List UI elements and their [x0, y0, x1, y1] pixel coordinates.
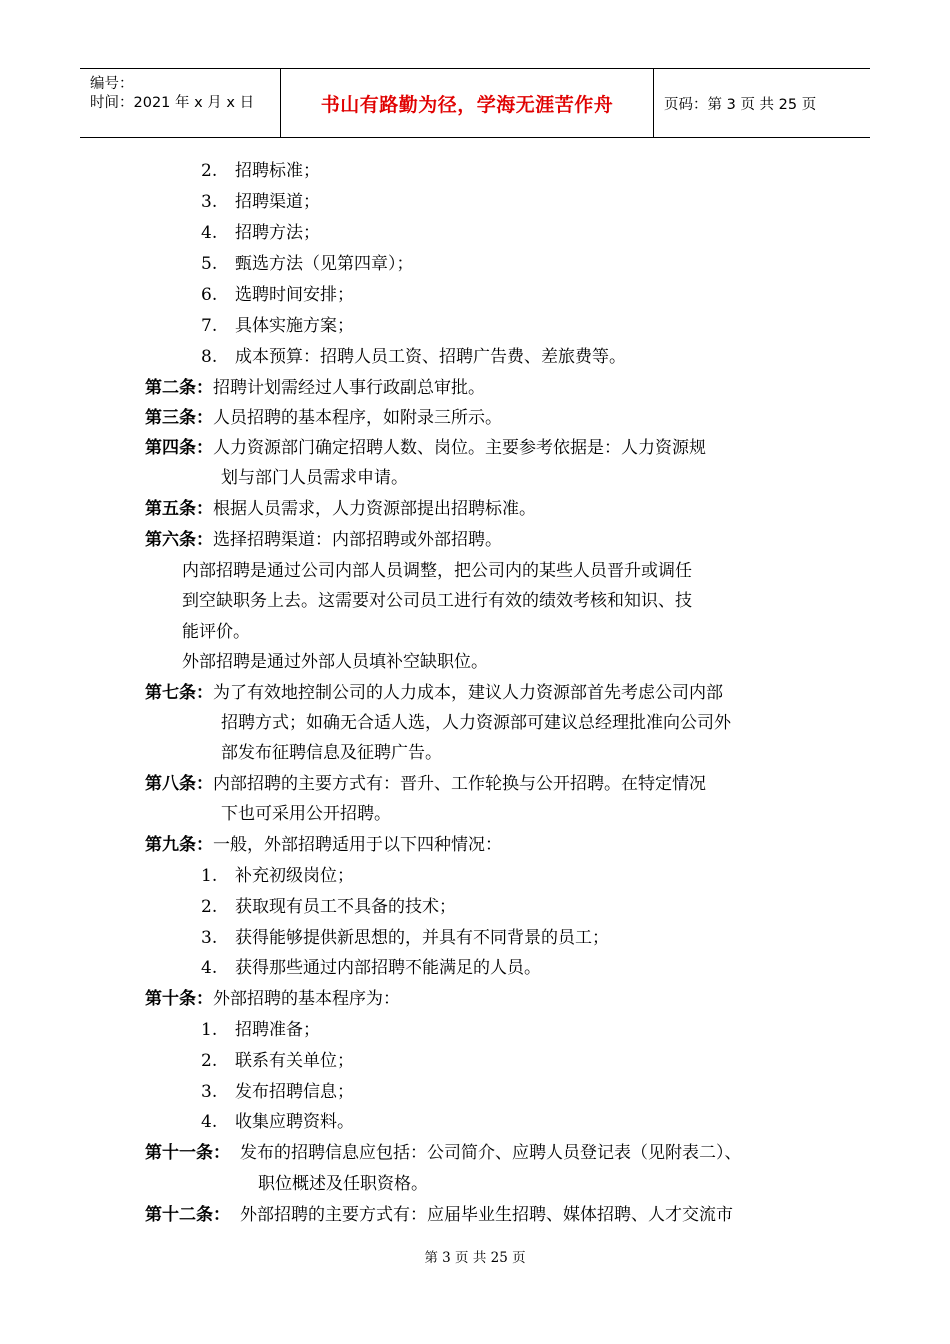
page-footer: 第 3 页 共 25 页: [424, 1250, 526, 1266]
article-10: 第十条：外部招聘的基本程序为：: [145, 989, 400, 1009]
article-8-continued: 下也可采用公开招聘。: [221, 804, 391, 824]
article-11: 第十一条： 发布的招聘信息应包括：公司简介、应聘人员登记表（见附表二）、: [145, 1143, 742, 1163]
article-4: 第四条：人力资源部门确定招聘人数、岗位。主要参考依据是：人力资源规: [145, 438, 706, 458]
article-11-continued: 职位概述及任职资格。: [258, 1174, 428, 1194]
list-item: 2. 联系有关单位；: [201, 1051, 354, 1071]
article-2: 第二条：招聘计划需经过人事行政副总审批。: [145, 378, 485, 398]
doc-code-label: 编号：: [90, 76, 134, 92]
article-5: 第五条：根据人员需求，人力资源部提出招聘标准。: [145, 499, 536, 519]
internal-recruit-paragraph: 到空缺职务上去。这需要对公司员工进行有效的绩效考核和知识、技: [182, 591, 692, 611]
list-item: 7. 具体实施方案；: [201, 316, 354, 336]
header-motto-cell: [281, 69, 654, 137]
article-6: 第六条：选择招聘渠道：内部招聘或外部招聘。: [145, 530, 502, 550]
article-7: 第七条：为了有效地控制公司的人力成本，建议人力资源部首先考虑公司内部: [145, 683, 723, 703]
header-page-cell: [654, 69, 870, 137]
header-meta-cell: [80, 69, 281, 137]
external-recruit-paragraph: 外部招聘是通过外部人员填补空缺职位。: [182, 652, 488, 672]
list-item: 2. 招聘标准；: [201, 161, 320, 181]
list-item: 4. 招聘方法；: [201, 223, 320, 243]
article-7-continued: 部发布征聘信息及征聘广告。: [221, 743, 442, 763]
article-8: 第八条：内部招聘的主要方式有：晋升、工作轮换与公开招聘。在特定情况: [145, 774, 706, 794]
internal-recruit-paragraph: 内部招聘是通过公司内部人员调整，把公司内的某些人员晋升或调任: [182, 561, 692, 581]
list-item: 3. 获得能够提供新思想的，并具有不同背景的员工；: [201, 928, 609, 948]
article-9: 第九条：一般，外部招聘适用于以下四种情况：: [145, 835, 502, 855]
article-4-continued: 划与部门人员需求申请。: [221, 468, 408, 488]
article-12: 第十二条： 外部招聘的主要方式有：应届毕业生招聘、媒体招聘、人才交流市: [145, 1205, 733, 1225]
list-item: 1. 补充初级岗位；: [201, 866, 354, 886]
header-page-info: 页码：第 3 页 共 25 页: [664, 96, 817, 113]
list-item: 4. 收集应聘资料。: [201, 1112, 354, 1132]
article-3: 第三条：人员招聘的基本程序，如附录三所示。: [145, 408, 502, 428]
list-item: 5. 甄选方法（见第四章）；: [201, 254, 414, 274]
list-item: 6. 选聘时间安排；: [201, 285, 354, 305]
list-item: 8. 成本预算：招聘人员工资、招聘广告费、差旅费等。: [201, 347, 626, 367]
internal-recruit-paragraph: 能评价。: [182, 622, 250, 642]
list-item: 3. 发布招聘信息；: [201, 1082, 354, 1102]
page-header: [80, 68, 870, 138]
list-item: 4. 获得那些通过内部招聘不能满足的人员。: [201, 958, 541, 978]
article-7-continued: 招聘方式；如确无合适人选，人力资源部可建议总经理批准向公司外: [221, 713, 731, 733]
doc-time-label: 时间：2021 年 x 月 x 日: [90, 95, 255, 111]
list-item: 1. 招聘准备；: [201, 1020, 320, 1040]
header-motto: 书山有路勤为径，学海无涯苦作舟: [320, 93, 614, 116]
list-item: 2. 获取现有员工不具备的技术；: [201, 897, 456, 917]
list-item: 3. 招聘渠道；: [201, 192, 320, 212]
